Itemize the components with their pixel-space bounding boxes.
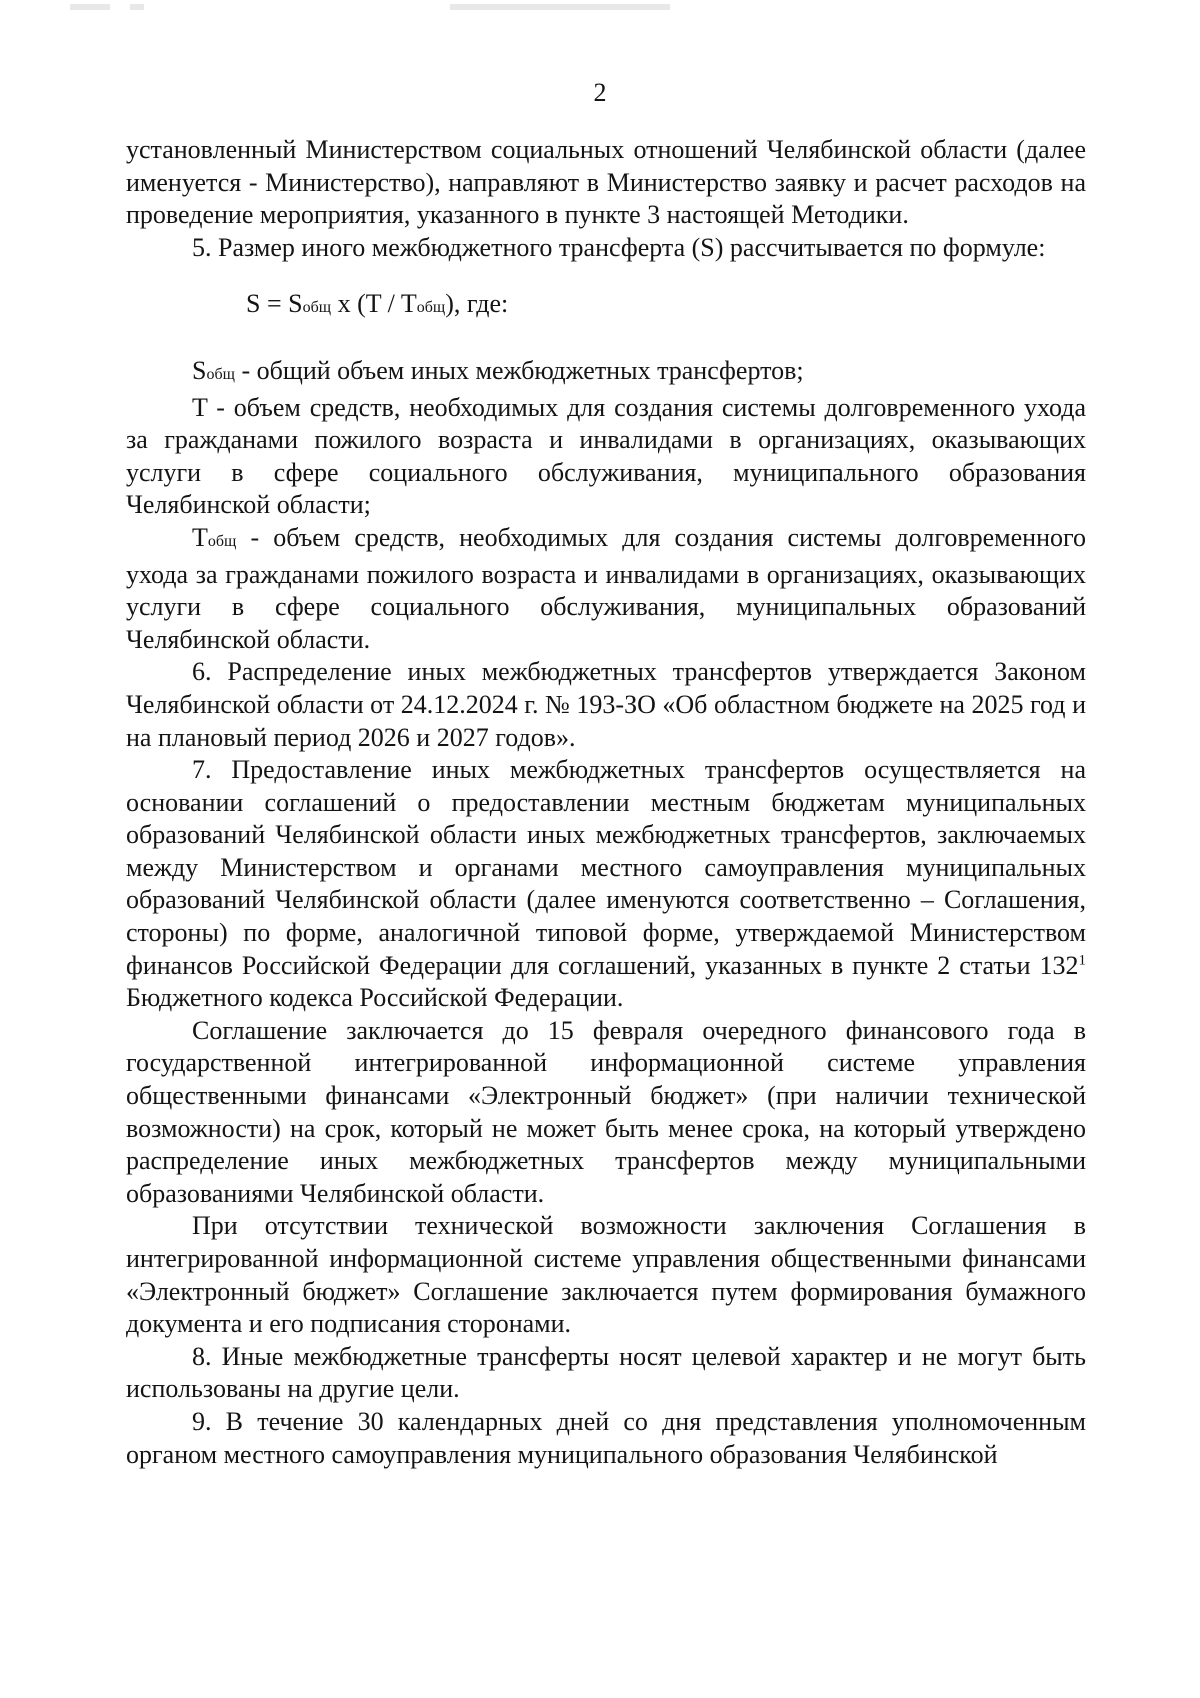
- scan-artifact: [450, 4, 670, 10]
- definition-t: T - объем средств, необходимых для создания системы долговременного ухода за гражданами пожилого возраста и инвалидами в организациях, оказывающих услуги в сфере социального обслуживания, муниципального образования Челябинской области;: [126, 392, 1086, 520]
- paragraph-7-agreement-deadline: Соглашение заключается до 15 февраля очередного финансового года в государственной интегрированной информационной системе управления общественными финансами «Электронный бюджет» (при наличии технической возможности) на срок, который не может быть менее срока, на который утверждено распределение иных межбюджетных трансфертов между муниципальными образованиями Челябинской области.: [126, 1015, 1086, 1208]
- formula-part-2: x (T / T: [331, 289, 417, 319]
- paragraph-7-text: 7. Предоставление иных межбюджетных трансфертов осуществляется на основании соглашений о предоставлении местным бюджетам муниципальных образований Челябинской области иных межбюджетных трансфертов, заключаемых между Министерством и органами местного самоуправления муниципальных образований Челябинской области (далее именуются соответственно – Соглашения, стороны) по форме, аналогичной типовой форме, утверждаемой Министерством финансов Российской Федерации для соглашений, указанных в пункте 2 статьи 132: [126, 755, 1086, 980]
- page-number: 2: [593, 78, 607, 107]
- definition-t-total-text: - объем средств, необходимых для создания системы долговременного ухода за гражданами пожилого возраста и инвалидами в организациях, оказывающих услуги в сфере социального обслуживания, муниципальных образований Челябинской области.: [126, 522, 1086, 654]
- symbol-s-subscript: общ: [206, 365, 235, 383]
- scan-artifact: [70, 4, 110, 10]
- formula-subscript-1: общ: [302, 299, 332, 317]
- paragraph-5: 5. Размер иного межбюджетного трансферта (S) рассчитывается по формуле:: [192, 232, 1046, 262]
- scan-artifact: [130, 4, 144, 10]
- document-body: [126, 134, 1086, 1471]
- symbol-s: S: [192, 355, 207, 385]
- formula-part-1: S = S: [246, 289, 303, 319]
- formula-part-3: ), где:: [445, 289, 509, 319]
- superscript-1: 1: [1078, 952, 1086, 968]
- paragraph-7-paper-agreement: При отсутствии технической возможности заключения Соглашения в интегрированной информационной системе управления общественными финансами «Электронный бюджет» Соглашение заключается путем формирования бумажного документа и его подписания сторонами.: [126, 1211, 1086, 1339]
- paragraph-8: 8. Иные межбюджетные трансферты носят целевой характер и не могут быть использованы на другие цели.: [126, 1341, 1086, 1404]
- paragraph-continuation: установленный Министерством социальных отношений Челябинской области (далее именуется - Министерство), направляют в Министерство заявку и расчет расходов на проведение мероприятия, указанного в пункте 3 настоящей Методики.: [126, 135, 1086, 230]
- definition-t-total: [126, 522, 1086, 656]
- paragraph-9: 9. В течение 30 календарных дней со дня представления уполномоченным органом местного самоуправления муниципального образования Челябинской: [126, 1406, 1086, 1469]
- paragraph-6: 6. Распределение иных межбюджетных трансфертов утверждается Законом Челябинской области от 24.12.2024 г. № 193-ЗО «Об областном бюджете на 2025 год и на плановый период 2026 и 2027 годов».: [126, 657, 1086, 752]
- formula-subscript-2: общ: [416, 299, 446, 317]
- formula: [126, 288, 1086, 325]
- paragraph-7: [126, 754, 1086, 1015]
- symbol-t-subscript: общ: [207, 532, 237, 550]
- paragraph-7-text-end: Бюджетного кодекса Российской Федерации.: [126, 983, 624, 1013]
- definition-s-total-text: - общий объем иных межбюджетных трансфертов;: [234, 355, 804, 385]
- definition-s-total: [126, 355, 1086, 392]
- symbol-t: T: [192, 522, 208, 552]
